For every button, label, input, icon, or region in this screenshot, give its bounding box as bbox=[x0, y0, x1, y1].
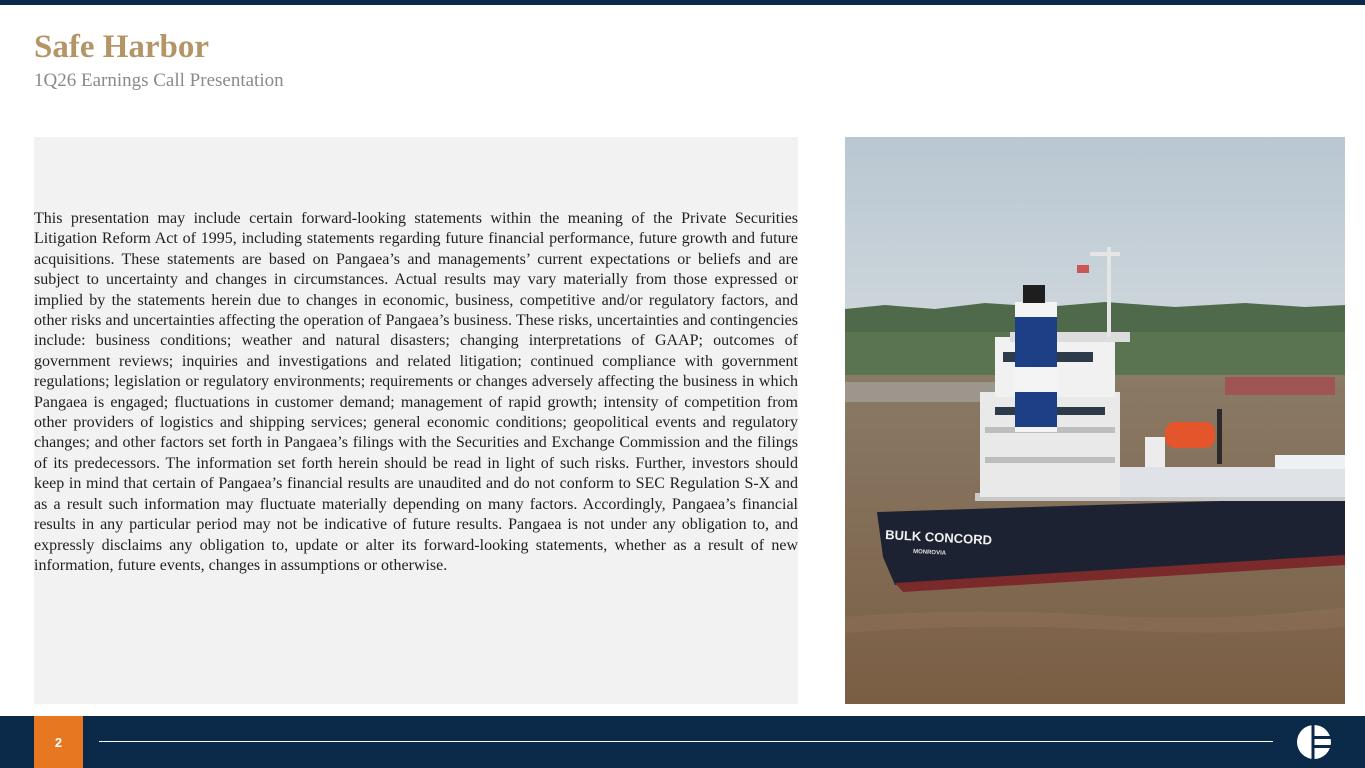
disclaimer-panel bbox=[34, 137, 798, 704]
footer-divider bbox=[99, 741, 1273, 742]
ship-name-text: BULK CONCORD bbox=[884, 527, 993, 548]
footer-bar bbox=[0, 716, 1365, 768]
page-title: Safe Harbor bbox=[34, 29, 210, 65]
funnel-logo-text-1: ATLANTI bbox=[1021, 352, 1051, 359]
pangaea-logo-icon bbox=[1296, 724, 1332, 760]
ship-port-text: MONROVIA bbox=[912, 549, 947, 557]
ship-photo bbox=[845, 137, 1345, 704]
top-accent-bar bbox=[0, 0, 1365, 5]
funnel-logo-text-2: ALUMIN bbox=[1022, 362, 1050, 369]
safe-harbor-disclaimer-text: This presentation may include certain forward-looking statements within the meaning of the Private Securities Litigation Reform Act of 1995, including statements regarding future financial performance, future growth and future acquisitions. These statements are based on Pangaea’s and managements’ current expectations or beliefs and are subject to uncertainty and changes in circumstances. Actual results may vary materially from those expressed or implied by the statements herein due to changes in economic, business, competitive and/or regulatory factors, and other risks and uncertainties affecting the operation of Pangaea’s business. These risks, uncertainties and contingencies include: business conditions; weather and natural disasters; changing interpretations of GAAP; outcomes of government reviews; inquiries and investigations and related litigation; continued compliance with government regulations; legislation or regulatory environments; requirements or changes adversely affecting the business in which Pangaea is engaged; fluctuations in customer demand; management of rapid growth; intensity of competition from other providers of logistics and shipping services; general economic conditions; geopolitical events and regulatory changes; and other factors set forth in Pangaea’s filings with the Securities and Exchange Commission and the filings of its predecessors. The information set forth herein should be read in light of such risks. Further, investors should keep in mind that certain of Pangaea’s financial results are unaudited and do not conform to SEC Regulation S-X and as a result such information may fluctuate materially depending on many factors. Accordingly, Pangaea’s financial results in any particular period may not be indicative of future results. Pangaea is not under any obligation to, and expressly disclaims any obligation to, update or alter its forward-looking statements, whether as a result of new information, future events, changes in assumptions or otherwise. bbox=[34, 210, 798, 574]
page-number: 2 bbox=[54, 734, 63, 750]
page-subtitle: 1Q26 Earnings Call Presentation bbox=[34, 70, 284, 91]
page-number-badge bbox=[34, 716, 83, 768]
